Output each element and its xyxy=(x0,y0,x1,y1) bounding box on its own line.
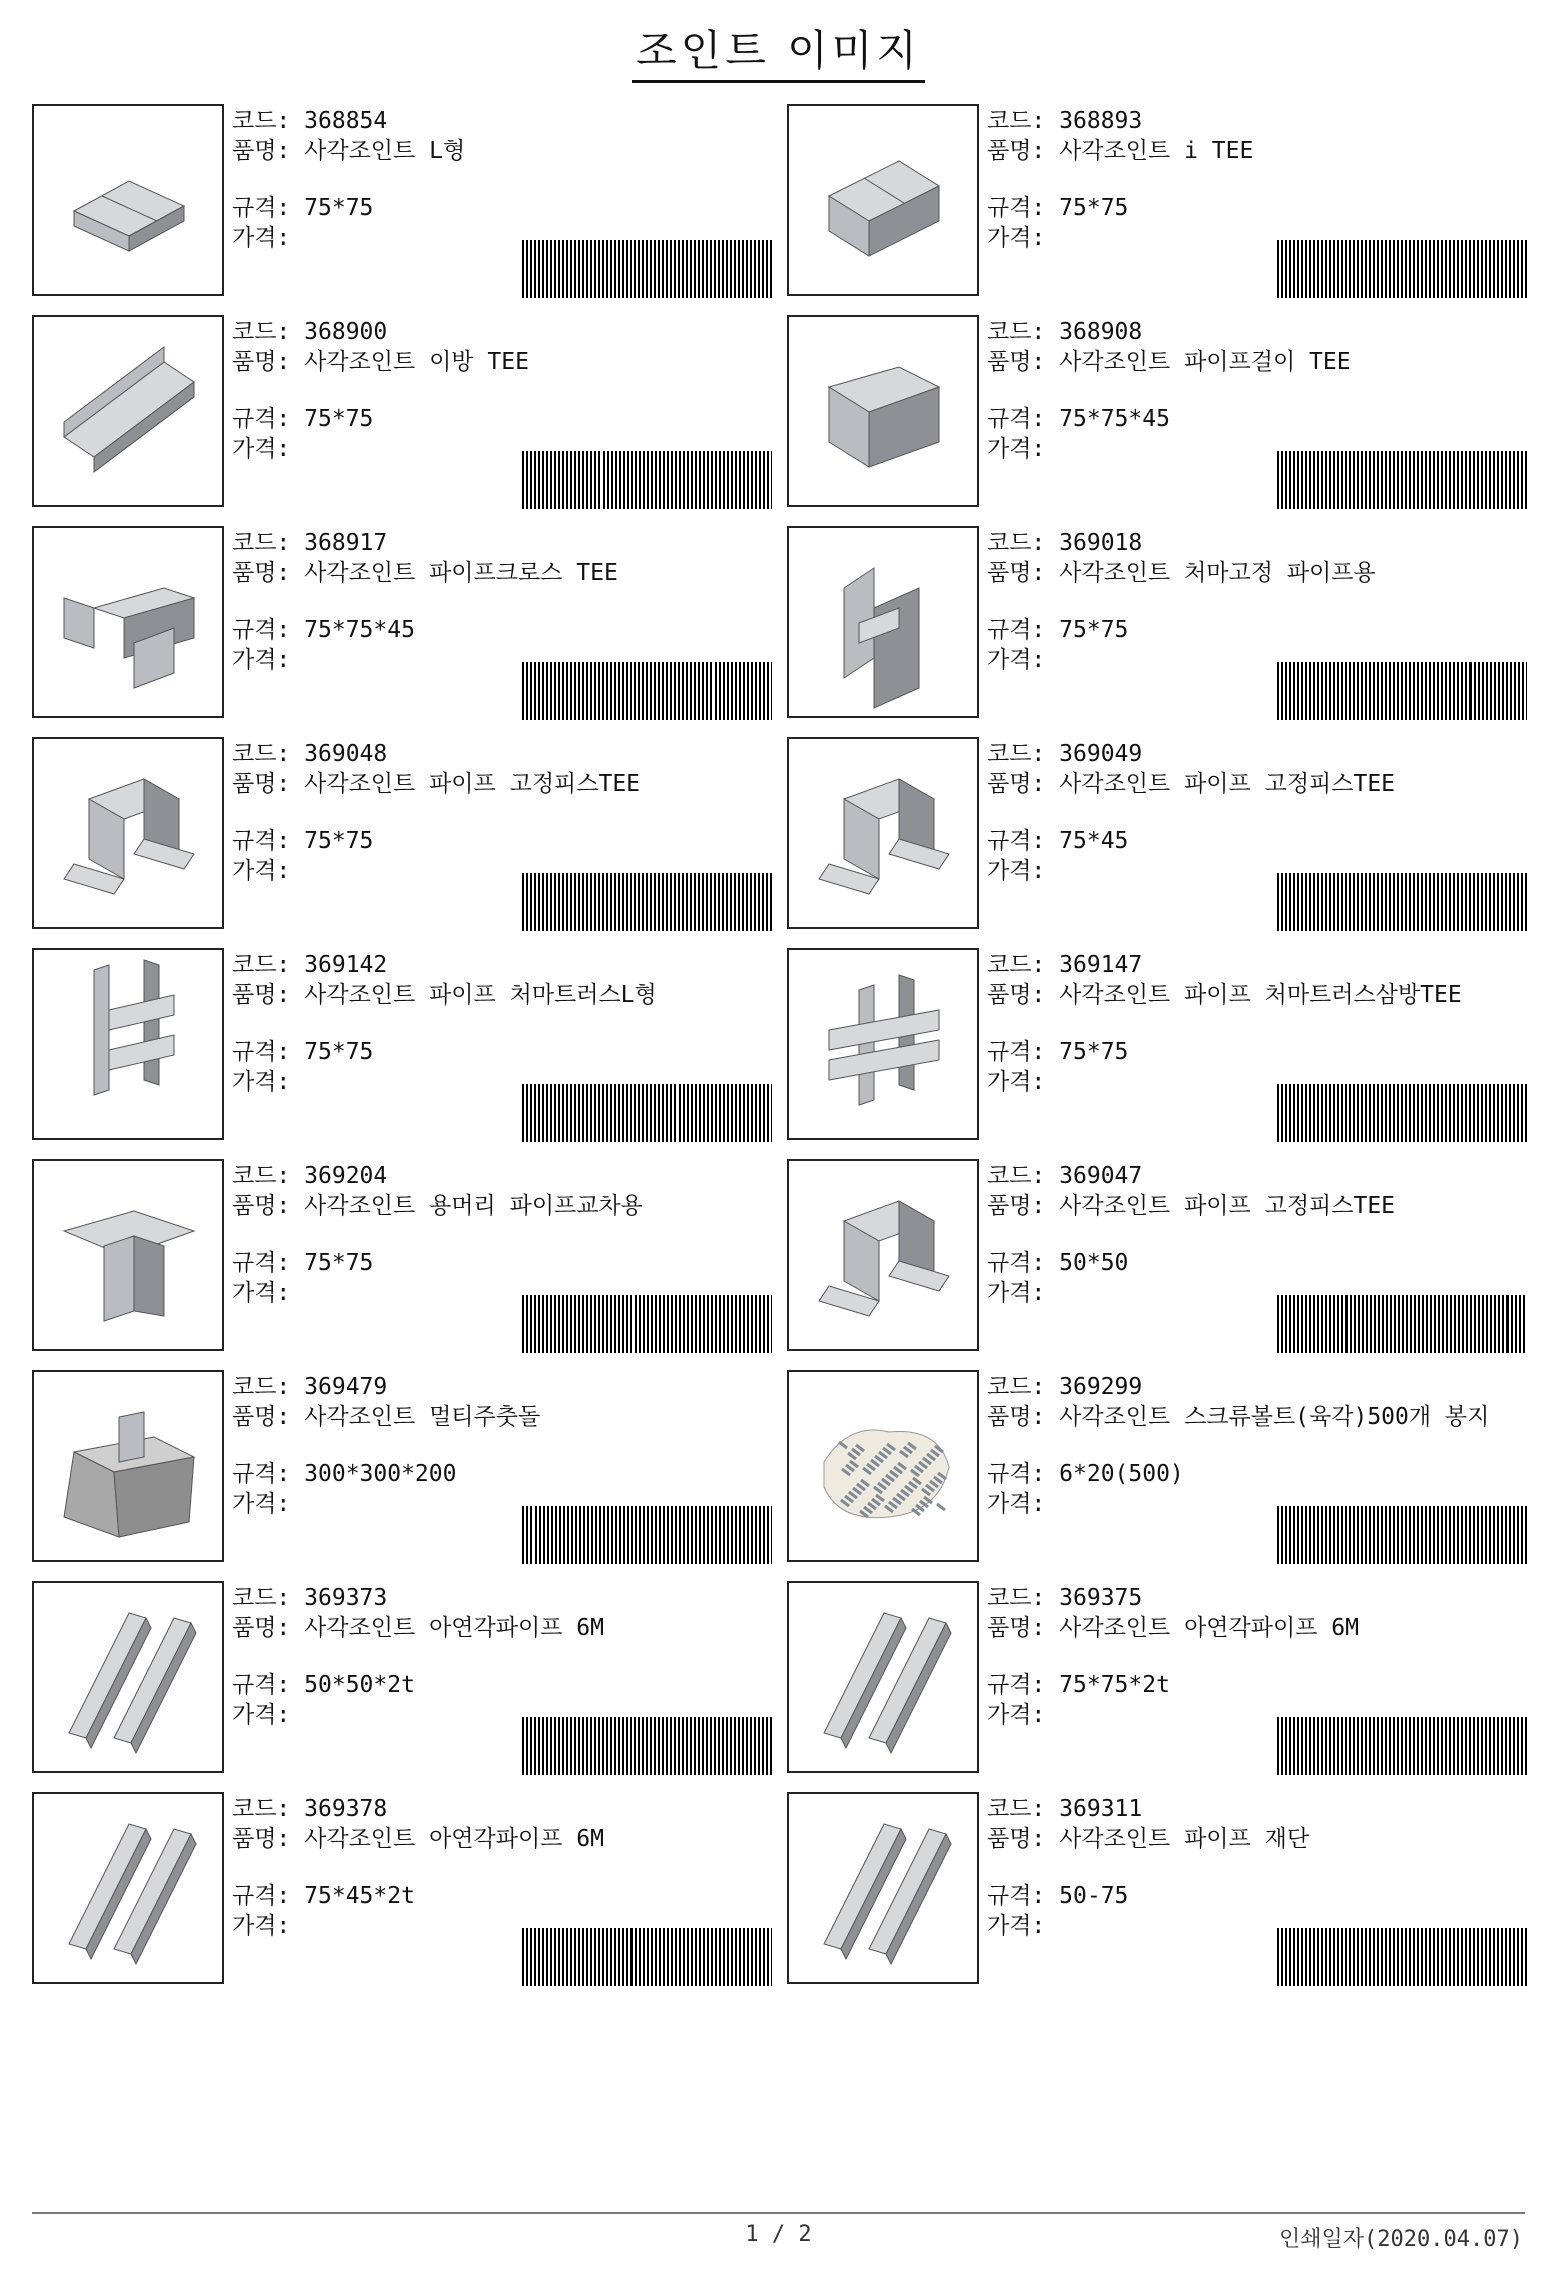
name-row xyxy=(232,980,792,1013)
barcode xyxy=(1277,1928,1527,1986)
name-value: 사각조인트 파이프 처마트러스L형 xyxy=(304,982,657,1008)
code-value: 369375 xyxy=(1059,1585,1143,1611)
product-card xyxy=(32,315,792,507)
code-value: 368854 xyxy=(304,108,388,134)
code-label: 코드: xyxy=(987,1374,1046,1400)
spec-row xyxy=(232,1037,792,1067)
price-label: 가격: xyxy=(987,1280,1046,1306)
ridge-cross-icon xyxy=(34,1161,222,1349)
spec-value: 75*45*2t xyxy=(304,1883,415,1909)
name-label: 품명: xyxy=(987,1193,1046,1219)
name-label: 품명: xyxy=(232,560,291,586)
code-label: 코드: xyxy=(987,1163,1046,1189)
l-joint-icon xyxy=(34,106,222,294)
product-image xyxy=(32,948,224,1140)
spec-label: 규격: xyxy=(232,1250,291,1276)
barcode xyxy=(1277,1717,1527,1775)
product-info xyxy=(987,1372,1547,1519)
code-value: 369479 xyxy=(304,1374,388,1400)
eave-truss-three-way-icon xyxy=(789,950,977,1138)
name-value: 사각조인트 아연각파이프 6M xyxy=(1059,1615,1359,1641)
product-info xyxy=(987,1794,1547,1941)
name-row xyxy=(987,347,1547,380)
spec-value: 75*75*45 xyxy=(304,617,415,643)
barcode xyxy=(522,1928,772,1986)
product-image xyxy=(32,1792,224,1984)
name-row xyxy=(232,1402,792,1435)
product-info xyxy=(987,1583,1547,1730)
name-label: 품명: xyxy=(232,138,291,164)
spec-value: 75*75 xyxy=(304,1250,374,1276)
product-image xyxy=(787,1370,979,1562)
product-card xyxy=(32,737,792,929)
i-tee-joint-icon xyxy=(789,106,977,294)
code-row xyxy=(232,1372,792,1402)
spec-label: 규격: xyxy=(987,1883,1046,1909)
screw-bag-icon xyxy=(789,1372,977,1560)
product-info xyxy=(232,1372,792,1519)
product-card xyxy=(787,104,1547,296)
price-label: 가격: xyxy=(232,647,291,673)
spec-value: 50*50*2t xyxy=(304,1672,415,1698)
code-row xyxy=(987,528,1547,558)
name-row xyxy=(987,1402,1547,1435)
foundation-block-icon xyxy=(34,1372,222,1560)
code-row xyxy=(987,1372,1547,1402)
product-image xyxy=(32,1581,224,1773)
name-row xyxy=(987,1613,1547,1646)
code-label: 코드: xyxy=(232,319,291,345)
product-image xyxy=(787,1159,979,1351)
product-info xyxy=(987,528,1547,675)
barcode xyxy=(522,662,772,720)
pipe-cross-tee-icon xyxy=(34,528,222,716)
barcode xyxy=(522,1084,772,1142)
name-value: 사각조인트 파이프 재단 xyxy=(1059,1826,1310,1852)
product-card xyxy=(787,1159,1547,1351)
product-image xyxy=(32,737,224,929)
product-info xyxy=(232,739,792,886)
name-row xyxy=(232,1824,792,1857)
price-label: 가격: xyxy=(232,1702,291,1728)
code-row xyxy=(232,1794,792,1824)
name-value: 사각조인트 아연각파이프 6M xyxy=(304,1615,604,1641)
name-label: 품명: xyxy=(987,560,1046,586)
square-pipe-icon xyxy=(34,1794,222,1982)
product-info xyxy=(232,1583,792,1730)
code-label: 코드: xyxy=(987,952,1046,978)
spec-row xyxy=(987,1670,1547,1700)
spec-label: 규격: xyxy=(232,1672,291,1698)
price-label: 가격: xyxy=(987,436,1046,462)
spec-label: 규격: xyxy=(987,828,1046,854)
price-label: 가격: xyxy=(987,1913,1046,1939)
spec-row xyxy=(232,1459,792,1489)
product-info xyxy=(232,106,792,253)
spec-value: 75*75 xyxy=(304,1039,374,1065)
spec-row xyxy=(232,1881,792,1911)
name-row xyxy=(232,347,792,380)
name-row xyxy=(987,558,1547,591)
product-image xyxy=(32,104,224,296)
footer-divider xyxy=(32,2212,1525,2214)
name-label: 품명: xyxy=(232,1193,291,1219)
code-value: 369204 xyxy=(304,1163,388,1189)
name-row xyxy=(987,1191,1547,1224)
name-row xyxy=(987,136,1547,169)
code-label: 코드: xyxy=(987,108,1046,134)
spec-row xyxy=(987,1037,1547,1067)
price-label: 가격: xyxy=(987,858,1046,884)
name-value: 사각조인트 파이프걸이 TEE xyxy=(1059,349,1351,375)
code-value: 369047 xyxy=(1059,1163,1143,1189)
spec-row xyxy=(987,826,1547,856)
name-row xyxy=(232,136,792,169)
name-label: 품명: xyxy=(232,982,291,1008)
price-label: 가격: xyxy=(232,1280,291,1306)
name-label: 품명: xyxy=(987,349,1046,375)
code-row xyxy=(987,739,1547,769)
product-image xyxy=(32,315,224,507)
spec-row xyxy=(987,1248,1547,1278)
price-label: 가격: xyxy=(987,1491,1046,1517)
spec-row xyxy=(987,615,1547,645)
name-row xyxy=(232,1613,792,1646)
square-pipe-icon xyxy=(34,1583,222,1771)
spec-label: 규격: xyxy=(987,195,1046,221)
code-row xyxy=(987,1794,1547,1824)
spec-label: 규격: xyxy=(987,1461,1046,1487)
code-label: 코드: xyxy=(987,741,1046,767)
price-label: 가격: xyxy=(232,858,291,884)
code-label: 코드: xyxy=(987,530,1046,556)
name-value: 사각조인트 아연각파이프 6M xyxy=(304,1826,604,1852)
product-image xyxy=(787,948,979,1140)
price-label: 가격: xyxy=(232,436,291,462)
fixing-piece-tee-icon xyxy=(789,1161,977,1349)
name-row xyxy=(987,980,1547,1013)
square-pipe-icon xyxy=(789,1794,977,1982)
code-label: 코드: xyxy=(987,1796,1046,1822)
price-label: 가격: xyxy=(232,1913,291,1939)
code-row xyxy=(232,1161,792,1191)
product-card xyxy=(787,315,1547,507)
code-value: 368900 xyxy=(304,319,388,345)
code-row xyxy=(232,1583,792,1613)
product-info xyxy=(987,739,1547,886)
name-label: 품명: xyxy=(987,1826,1046,1852)
price-label: 가격: xyxy=(987,1069,1046,1095)
name-label: 품명: xyxy=(232,1615,291,1641)
name-value: 사각조인트 L형 xyxy=(304,138,466,164)
code-label: 코드: xyxy=(232,1585,291,1611)
product-card xyxy=(32,526,792,718)
product-info xyxy=(232,1161,792,1308)
name-value: 사각조인트 파이프크로스 TEE xyxy=(304,560,618,586)
name-value: 사각조인트 파이프 고정피스TEE xyxy=(1059,771,1396,797)
product-card xyxy=(787,948,1547,1140)
product-image xyxy=(787,526,979,718)
spec-value: 75*45 xyxy=(1059,828,1129,854)
price-label: 가격: xyxy=(232,1069,291,1095)
code-row xyxy=(987,950,1547,980)
code-value: 369018 xyxy=(1059,530,1143,556)
barcode xyxy=(1277,1506,1527,1564)
spec-label: 규격: xyxy=(232,406,291,432)
code-value: 369311 xyxy=(1059,1796,1143,1822)
product-card xyxy=(32,104,792,296)
product-image xyxy=(787,1792,979,1984)
spec-value: 75*75 xyxy=(304,195,374,221)
name-label: 품명: xyxy=(987,1615,1046,1641)
product-card xyxy=(787,1370,1547,1562)
code-row xyxy=(987,1583,1547,1613)
code-value: 369299 xyxy=(1059,1374,1143,1400)
spec-value: 75*75 xyxy=(304,406,374,432)
spec-row xyxy=(987,1881,1547,1911)
name-row xyxy=(232,769,792,802)
product-info xyxy=(987,106,1547,253)
spec-label: 규격: xyxy=(232,1461,291,1487)
spec-label: 규격: xyxy=(232,195,291,221)
barcode xyxy=(1277,1084,1527,1142)
spec-value: 75*75*45 xyxy=(1059,406,1170,432)
code-value: 369147 xyxy=(1059,952,1143,978)
name-value: 사각조인트 파이프 고정피스TEE xyxy=(304,771,641,797)
spec-label: 규격: xyxy=(232,1883,291,1909)
barcode xyxy=(1277,451,1527,509)
code-label: 코드: xyxy=(232,108,291,134)
code-value: 368893 xyxy=(1059,108,1143,134)
name-row xyxy=(987,769,1547,802)
name-row xyxy=(232,1191,792,1224)
code-label: 코드: xyxy=(232,1163,291,1189)
price-label: 가격: xyxy=(232,1491,291,1517)
code-row xyxy=(987,1161,1547,1191)
code-row xyxy=(232,528,792,558)
barcode xyxy=(522,1717,772,1775)
spec-value: 50-75 xyxy=(1059,1883,1129,1909)
code-row xyxy=(987,106,1547,136)
product-info xyxy=(232,317,792,464)
product-info xyxy=(232,950,792,1097)
product-image xyxy=(787,1581,979,1773)
spec-row xyxy=(987,193,1547,223)
product-image xyxy=(787,737,979,929)
name-value: 사각조인트 이방 TEE xyxy=(304,349,529,375)
price-label: 가격: xyxy=(987,225,1046,251)
spec-value: 75*75 xyxy=(1059,617,1129,643)
spec-label: 규격: xyxy=(232,617,291,643)
code-value: 369373 xyxy=(304,1585,388,1611)
name-row xyxy=(987,1824,1547,1857)
name-label: 품명: xyxy=(987,982,1046,1008)
code-label: 코드: xyxy=(232,1796,291,1822)
page-number: 1 / 2 xyxy=(745,2222,812,2247)
barcode xyxy=(1277,240,1527,298)
barcode xyxy=(1277,1295,1527,1353)
name-value: 사각조인트 파이프 처마트러스삼방TEE xyxy=(1059,982,1462,1008)
spec-label: 규격: xyxy=(987,1672,1046,1698)
name-label: 품명: xyxy=(232,1826,291,1852)
page-title: 조인트 이미지 xyxy=(0,18,1557,83)
name-row xyxy=(232,558,792,591)
code-row xyxy=(232,317,792,347)
spec-label: 규격: xyxy=(987,406,1046,432)
barcode xyxy=(1277,662,1527,720)
code-label: 코드: xyxy=(987,1585,1046,1611)
barcode xyxy=(1277,873,1527,931)
spec-row xyxy=(232,615,792,645)
code-value: 368917 xyxy=(304,530,388,556)
product-card xyxy=(32,948,792,1140)
spec-value: 75*75*2t xyxy=(1059,1672,1170,1698)
product-info xyxy=(232,528,792,675)
code-label: 코드: xyxy=(232,741,291,767)
price-label: 가격: xyxy=(987,647,1046,673)
spec-row xyxy=(232,1248,792,1278)
name-label: 품명: xyxy=(987,771,1046,797)
code-label: 코드: xyxy=(987,319,1046,345)
code-row xyxy=(232,106,792,136)
pipe-hanger-tee-icon xyxy=(789,317,977,505)
name-label: 품명: xyxy=(232,349,291,375)
code-row xyxy=(987,317,1547,347)
spec-value: 300*300*200 xyxy=(304,1461,457,1487)
spec-row xyxy=(232,826,792,856)
spec-value: 6*20(500) xyxy=(1059,1461,1184,1487)
spec-label: 규격: xyxy=(987,1039,1046,1065)
code-value: 369142 xyxy=(304,952,388,978)
spec-row xyxy=(232,1670,792,1700)
eave-truss-l-icon xyxy=(34,950,222,1138)
code-value: 369048 xyxy=(304,741,388,767)
spec-label: 규격: xyxy=(232,1039,291,1065)
product-info xyxy=(987,1161,1547,1308)
spec-value: 75*75 xyxy=(1059,195,1129,221)
product-card xyxy=(787,737,1547,929)
eave-fixing-icon xyxy=(789,528,977,716)
name-value: 사각조인트 i TEE xyxy=(1059,138,1254,164)
product-image xyxy=(787,315,979,507)
spec-row xyxy=(987,404,1547,434)
product-info xyxy=(987,317,1547,464)
product-card xyxy=(32,1159,792,1351)
product-info xyxy=(987,950,1547,1097)
square-pipe-icon xyxy=(789,1583,977,1771)
barcode xyxy=(522,451,772,509)
product-card xyxy=(787,1581,1547,1773)
product-card xyxy=(787,526,1547,718)
code-label: 코드: xyxy=(232,1374,291,1400)
price-label: 가격: xyxy=(232,225,291,251)
product-card xyxy=(32,1792,792,1984)
name-value: 사각조인트 멀티주춧돌 xyxy=(304,1404,541,1430)
print-date: 인쇄일자(2020.04.07) xyxy=(1279,2227,1523,2252)
name-value: 사각조인트 용머리 파이프교차용 xyxy=(304,1193,643,1219)
barcode xyxy=(522,873,772,931)
code-value: 369378 xyxy=(304,1796,388,1822)
spec-row xyxy=(987,1459,1547,1489)
name-label: 품명: xyxy=(232,1404,291,1430)
name-label: 품명: xyxy=(232,771,291,797)
product-card xyxy=(787,1792,1547,1984)
code-row xyxy=(232,950,792,980)
product-info xyxy=(232,1794,792,1941)
fixing-piece-tee-icon xyxy=(34,739,222,927)
spec-value: 75*75 xyxy=(304,828,374,854)
code-row xyxy=(232,739,792,769)
name-label: 품명: xyxy=(987,138,1046,164)
fixing-piece-tee-icon xyxy=(789,739,977,927)
barcode xyxy=(522,1295,772,1353)
barcode xyxy=(522,1506,772,1564)
spec-label: 규격: xyxy=(987,1250,1046,1276)
name-value: 사각조인트 스크류볼트(육각)500개 봉지 xyxy=(1059,1404,1490,1430)
spec-value: 50*50 xyxy=(1059,1250,1129,1276)
two-way-tee-icon xyxy=(34,317,222,505)
product-card xyxy=(32,1370,792,1562)
product-image xyxy=(32,1159,224,1351)
product-image xyxy=(32,1370,224,1562)
code-label: 코드: xyxy=(232,952,291,978)
code-value: 369049 xyxy=(1059,741,1143,767)
spec-row xyxy=(232,193,792,223)
name-label: 품명: xyxy=(987,1404,1046,1430)
code-label: 코드: xyxy=(232,530,291,556)
product-card xyxy=(32,1581,792,1773)
spec-row xyxy=(232,404,792,434)
name-value: 사각조인트 처마고정 파이프용 xyxy=(1059,560,1376,586)
barcode xyxy=(522,240,772,298)
spec-value: 75*75 xyxy=(1059,1039,1129,1065)
spec-label: 규격: xyxy=(232,828,291,854)
product-image xyxy=(787,104,979,296)
name-value: 사각조인트 파이프 고정피스TEE xyxy=(1059,1193,1396,1219)
price-label: 가격: xyxy=(987,1702,1046,1728)
product-image xyxy=(32,526,224,718)
code-value: 368908 xyxy=(1059,319,1143,345)
spec-label: 규격: xyxy=(987,617,1046,643)
